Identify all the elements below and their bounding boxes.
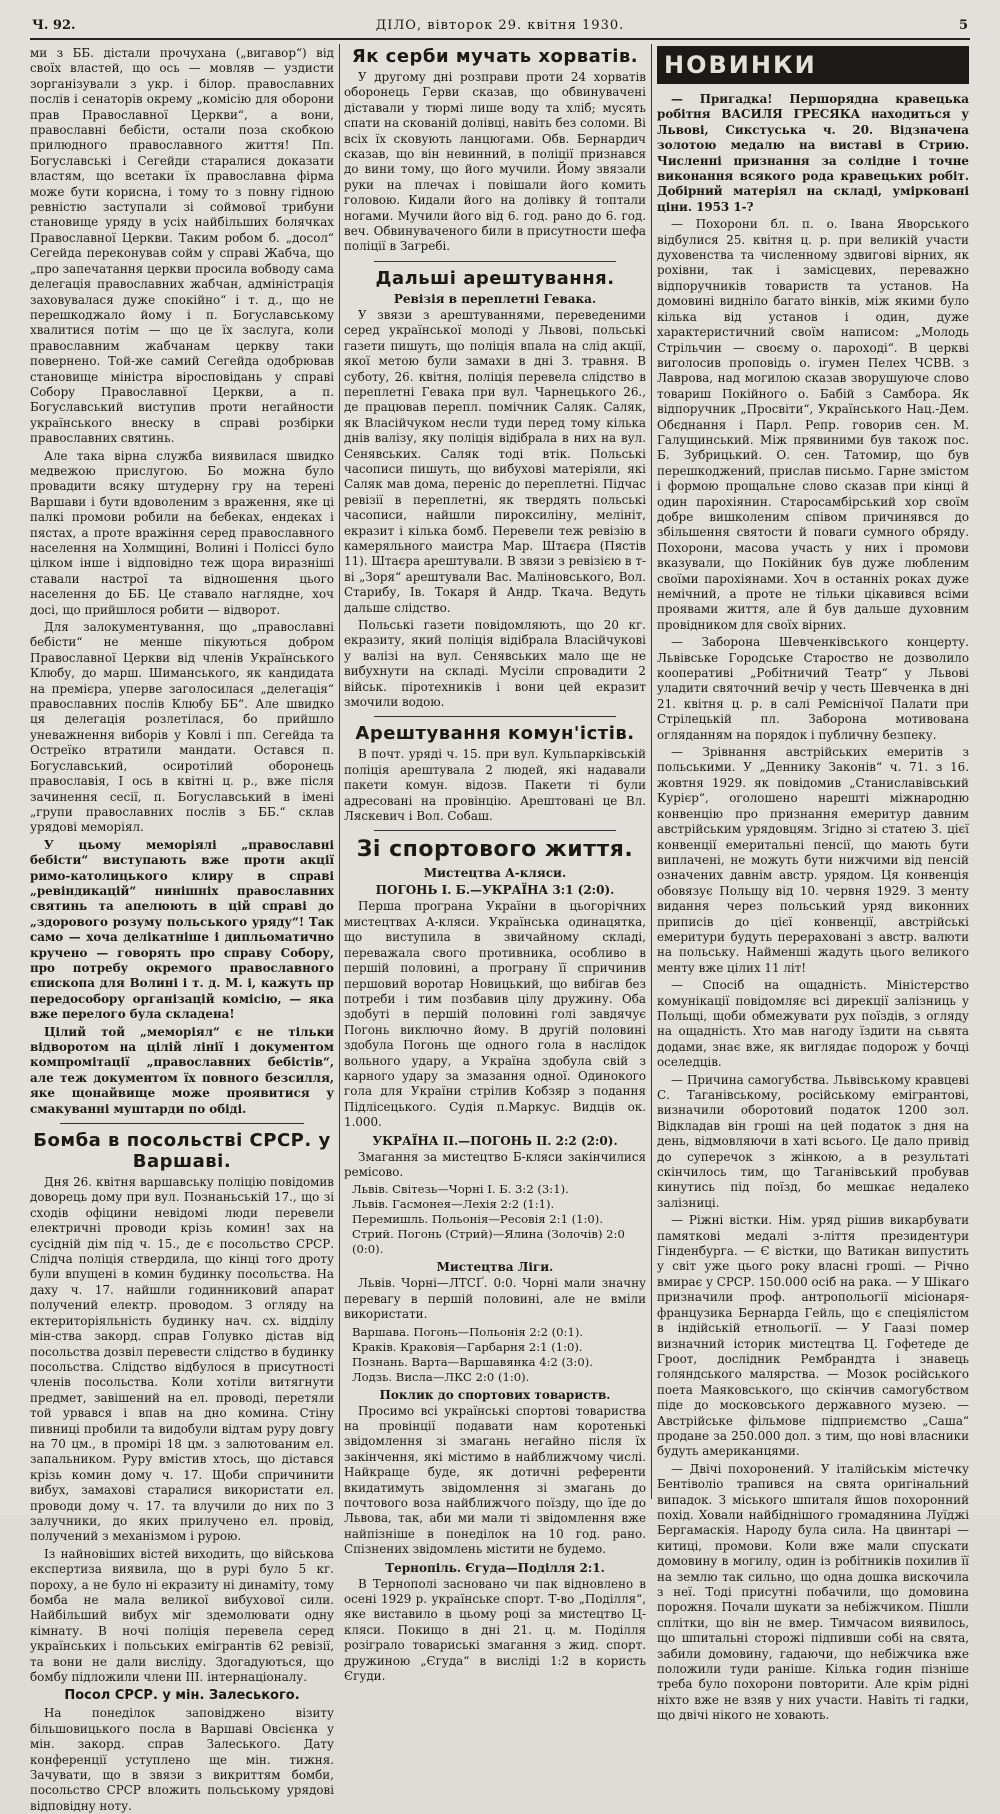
subheadline-posol: Посол СРСР. у мін. Залеського. (64, 1688, 300, 1704)
column-middle (344, 46, 646, 1684)
separator (374, 716, 616, 717)
article-text: Польські газети повідомляють, що 20 кг. екразиту, який поліція відібрала Власійчукові у валізі на вул. Сенявських мало ще не вибухнути на складі. Мусіли спровадити 2 військ. піротехників і вони цей екразит змочили водою. (344, 618, 646, 710)
match-result: ПОГОНЬ І. Б.—УКРАЇНА 3:1 (2:0). (375, 883, 615, 898)
news-item: — Пригадка! Першорядна кравецька робітня ВАСИЛЯ ГРЕСЯКА находиться у Львові, Сикстуська ч. 20. Відзначена золотою медалю на виставі в Стрию. Численні признання за солідне і точне виконання всякого рода кравецьких робіт. Добірний матеріял на складі, умірковані ціни. 1953 1-? (657, 92, 969, 214)
headline-communists: Арештування комун'істів. (355, 723, 635, 745)
column-right (657, 46, 969, 1723)
separator (374, 830, 616, 831)
headline-arrests: Дальші арештування. (375, 267, 615, 289)
article-text: У цьому меморіялі „православні бебісти“ виступають вже проти акції римо-католицького клиру в справі „ревіндикацій“ нинішніх православних святинь та апелюють в цій справі до „здорового розуму польського уряду“! Так само — хоча делікатніше і дипльоматично кручено — говорять про справу Собору, про потребу окремого православного єпископа для Волині і т. д. М. і, кажуть пр передособору організацій комісію, — яка вже перелого була складена! (30, 837, 334, 1022)
masthead-date: ДІЛО, вівторок 29. квітня 1930. (375, 18, 625, 33)
subheadline-sport: Мистецтва А-кляси. (423, 866, 567, 881)
subheadline-arrests: Ревізія в переплетні Гевака. (393, 291, 597, 306)
match-result: Львів. Гасмонея—Лехія 2:2 (1:1). (352, 1197, 555, 1212)
separator (60, 1123, 304, 1124)
headline-serby: Як серби мучать хорватів. (351, 46, 639, 67)
match-result: Стрий. Погонь (Стрий)—Ялина (Золочів) 2:0 (0:0). (352, 1227, 625, 1257)
page-number: 5 (958, 18, 968, 33)
subheadline-league: Мистецтва Ліги. (436, 1260, 554, 1275)
column-rule (651, 44, 652, 1499)
article-text: В почт. уряді ч. 15. при вул. Кульпарківській поліція арештувала 2 людей, які надавали пакети комун. відозв. Пакети ті були адресовані на провінцію. Арештовані це Вл. Ляскевич і Вол. Собаш. (344, 747, 646, 824)
headline-bomb: Бомба в посольстві СРСР. у Варшаві. (33, 1130, 331, 1173)
match-result: Львів. Світезь—Чорні І. Б. 3:2 (3:1). (352, 1182, 569, 1197)
column-left (30, 46, 334, 1813)
subheadline-ternopil: Тернопіль. Єгуда—Поділля 2:1. (385, 1560, 605, 1575)
news-item: — Заборона Шевченківського концерту. Львівське Городське Староство не дозволило кооперативі „Робітничий Театр“ у Львові уладити святочний вечір у честь Шевченка в дні 21. квітня ц. р. в салі Реміснічої Палати при Стрілецькій пл. Заборона мотивована огляданням на порядок і публичну безпеку. (657, 635, 969, 742)
match-result: Познань. Варта—Варшавянка 4:2 (3:0). (352, 1354, 593, 1369)
news-item: — Зрівнання австрійських емеритів з польськими. У „Деннику Законів“ ч. 71. з 16. жовтня 1929. як повідомив „Станиславівський Курієр“, оголошено нарешті міжнародню конвенцію про признання емеритур давним австрійським урядовцям. Згідно зі статею 3. цієї конвенції емеритальні пенсії, що мають бути виплачені, не можуть бути нижчими від пенсій означених давнім австр. урядом. Ця конвенція обовязує Польщу від 10. червня 1929. З менту видання через польський уряд виконних приписів до цієї конвенції, австрійські емеритури будуть перераховані з австр. валюти на польську. Найменші жадуть цього великого менту вже цілих 11 літ! (657, 745, 969, 975)
article-text: На понеділок заповіджено візиту більшовицького посла в Варшаві Овсієнка у мін. закорд. справ Залеського. Дату конференції уступлено ще мін. тижня. Зачувати, що в звязи з викриттям бомби, посольство СРСР вложить польському урядові відповідну ноту. (30, 1706, 334, 1813)
match-result: Варшава. Погонь—Польонія 2:2 (0:1). (352, 1324, 584, 1339)
match-result: Краків. Краковія—Гарбарня 2:1 (1:0). (352, 1339, 583, 1354)
article-text: Просимо всі українські спортові товариства на провінції подавати нам коротенькі звідомлення зі змагань негайно після їх закінчення, які містимо в найближчому числі. Найкраще буде, як дотичні референти вкидатимуть звідомлення зі змагань до почтового воза найближчого поїзду, що їде до Львова, так, аби ми мали ті звідомлення вже найпізніше в понеділок на 10 год. рано. Спізнених звідомлень містити не будемо. (344, 1403, 646, 1557)
article-text: У звязи з арештуваннями, переведеними серед української молоді у Львові, польські газети пишуть, що поліція впала на слід акції, якої метою були замахи в дні 3. травня. В суботу, 26. квітня, поліція перевела слідство в переплетні Гевака при вул. Чарнецького 26., де працював перепл. помічник Саляк. Саляк, як Власійчуком несли туди перед тому кілька днів валізу, яку поліція відібрала в них на вул. Сенявських. Саляк тоді втік. Польські часописи пишуть, що вибухові матеріяли, які Саляк мав дома, переніс до переплетні. Підчас ревізії в переплетні, як твердять польські часописи, найшли пироксиліну, мелініт, екразит і кілька бомб. Перевели теж ревізію в камеряльного маистра Мар. Штаєра (Пястів 11). Штаєра арештували. В звязи з ревізією в т-ві „Зоря“ арештували Вас. Маліновського, Вол. Старибу, Ів. Токаря й Андр. Ткача. Ведуть дальше слідство. (344, 307, 646, 615)
subheadline-appeal: Поклик до спортових товариств. (379, 1387, 611, 1402)
news-item: — Ріжні вістки. Нім. уряд рішив викарбувати памяткові медалі з-ліття президентури Гінденбурга. — Є вістки, що Ватикан випустить у світ уже цього року власні гроші. — Річно вмирає у СРСР. 150.000 осіб на рака. — У Шікаго призначили проф. антропольогії місіонаря-французика Бернарда Гейль, що є спеціялістом в індійській етнольогії. — У Гаазі помер визначний історик мистецтва Ц. Гофетеде де Гроот, дослідник Рембрандта і знавець голяндського маляpства. — Мозок російського поета Маяковського, що скінчив самогубством піде до московського державного музею. — Австрійське фільмове підприємство „Саша“ продане за 250.000 дол. з тим, що нові власники будуть американцями. (657, 1213, 969, 1459)
separator (374, 261, 616, 262)
article-text: Дня 26. квітня варшавську поліцію повідомив доворець дому при вул. Познаньській 17., що зі сходів офіцини невідомі люди перевели електричні проводи крізь комин! зах на сусідній дім під ч. 15., де є посольство СРСР. Слідча поліція ствердила, що кінці того дроту були впущені в комин будинку посольства. На даху ч. 17. найшли годинниковий апарат получений електр. проводом. З огляду на ектериторіяльність будинку нач. сх. відділу мін-ства закорд. справ Голувко дістав від посольства дозвіл перевести слідство в будинку посольства. Слідство відбулося в присутності членів посольства. Коли хотіли витягнути предмет, завішений на ел. проводі, перетяли той урвався і впав на дно комина. Стіну пивниці пробили та видобули відтам руру довгу на 70 цм., в промірі 18 цм. з залютованим ел. запальником. Руру вмістив хтось, що дістався крізь комин дому ч. 17. Щоби спричинити вибух, замахові старалися використати ел. проводи дому ч. 17. та влучили до них по 3 залучники, до яких прилучено ел. провід, получений з механізмом і рурою. (30, 1175, 334, 1544)
article-text: В Тернополі засновано чи пак відновлено в осені 1929 р. українське спорт. Т-во „Поділля“, яке виставило в цьому році за мистецтво Ц-кляси. Покищо в дні 21. ц. м. Поділля розіграло товариські змагання з жид. спорт. дружиною „Єгуда“ в висліді 1:2 в користь Єгуди. (344, 1576, 646, 1684)
issue-number: Ч. 92. (32, 18, 76, 33)
news-item: — Причина самогубства. Львівському кравцеві С. Таганівському, російському емігрантові, визначили оборотовий податок 1200 зол. Відкладав він гроші на цей податок з дня на день, відмовляючи в хаті всього. Це дало привід до суперечок з жінкою, а в результаті скінчилось тим, що Таганівський пробував кинутись під поїзд, бо мешкає недалеко залізниці. (657, 1072, 969, 1210)
match-result: Лодзь. Висла—ЛКС 2:0 (1:0). (352, 1369, 530, 1384)
article-text: Для залокументування, що „православні бебісти“ не менше пікуються добром Православної Церкви від членів Українського Клюбу, до марш. Шиманського, як кандидата на премієра, уперве заголосилася „делегація“ православних послів Клюбу ББ“. Але швидко ця делегація розлетілася, бо прийшло уневажнення виборів у Ковлі і пп. Сегейда та Остреїко втратили мандати. Остався п. Богуславський, осиротілий оборонець православія, І ось в квітні ц. р., вже після зачинення сесії, п. Богуславський в імені „групи православних послів з ББ.“ склав урядові меморіял. (30, 620, 334, 835)
article-text: Із найновіших вістей виходить, що військова експертиза виявила, що в рурі було 5 кг. пороху, а не було ні екразиту ні динаміту, тому бомба не мала великої вибухової сили. Найбільший вибух міг здемолювати одну кімнату. В ночі поліція перевела серед українських і польських емігрантів 62 ревізії, та вони не дали висліду. Здогадуються, що бомбу підложили члени III. інтернаціоналу. (30, 1546, 334, 1685)
news-item: — Похорони бл. п. о. Івана Яворського відбулися 25. квітня ц. р. при великій участи духовенства та численному здвигові вірних, як рохівни, так і замісцевих, переважно відпоручників товариств та установ. На домовині видніло багато вінків, між якими було кілька від установ і один, дуже характеристичний своїм написом: „Молодь Стрільчин — своєму о. пароході“. В церкві виголосив проповідь о. ігумен Пелех ЧСВВ. з Лаврова, над могилою сказав зворушуюче слово товариш Покійного о. Бабій з Самбора. Як відпоручник „Просвіти“, Українського Нац.-Дем. Обєднання і Парл. Репр. говорив сен. М. Галущинський. Між прявиними був також пос. Б. Зубрицький. О. сен. Татомир, що був перешкоджений, прислав письмо. Гарне змістом і формою прощальне слово сказав при кінці й один парохіянин. Старосамбірський хор своїм добре вишколеним співом причинявся до збільшення святости й поваги сумного обряду. Похорони, масова участь у них і промови вказували, що Покійник був дуже любленим своїми парохіянами. Хоч в останніх роках дуже немічний, а проте не тільки цікавився всіми проявами життя, але й був дальше духовним провідником для своїх вірних. (657, 217, 969, 632)
article-text: Львів. Чорні—ЛТСҐ. 0:0. Чорні мали значну перевагу в першій половині, але не вміли використати. (344, 1276, 646, 1322)
article-text: Але така вірна служба виявилася швидко медвежою прислугою. Бо можна було провадити всяку штудерну гру на терені Варшави і бути вдоволеним з враження, яке ці палкі промови робили на бебеках, ендеках і пястах, а проте вражіння серед православного населення на Холмщині, Волині і Поліссі було цілком інше і відповідно теж щора виразніші ставали настрої та відношення цього населення до ББ. Це ставало наглядне, хоч досі, що прийшлося робити — відворот. (30, 448, 334, 617)
news-item: — Спосіб на ощадність. Міністерство комунікації повідомляє всі дирекції залізниць у Польщі, щоби обмежувати рух поїздів, з огляду на ощадність. Хто мав нагоду їздити на сьвята додами, знає вже, як виглядає подорож у бочці оселедців. (657, 978, 969, 1070)
article-text: У другому дні розправи проти 24 хорватів оборонець Герви сказав, що обвинувачені діставали у тюрмі лише воду та хліб; мусять спати на скованій долівці, навіть без соломи. Ві всіх їх сковують ланцюгами. Обв. Бернардич сказав, що він невинний, в поліції признався до вини тому, що його мучили. Йому звязали руки на плечах і повішали його комить головою. Кидали його на долівку й топтали ногами. Мучили його від 6. год. рано до 6. год. веч. Обвинуваченого били в присутности шефа поліції в Загребі. (344, 70, 646, 254)
column-rule (339, 44, 340, 1499)
article-text: ми з ББ. дістали прочухана („вигавор“) від своїх властей, що ось — мовляв — уздисти зорганізували з укр. і білор. православних послів і сенаторів окрему „комісію для оборони прав Православної Церкви“, а вони, православні бебісти, остали поза скобкою прилюдного православного життя! Пп. Богуславські і Сегейди старалися доказати властям, що всетаки їх православна фірма може бути корисна, і тому то з повну гідною ревністю заступали зі соймової трибуни становище уряду в усіх найбільших болячках Православної Церкви. Таким робом б. „досол“ Сегейда переконував сойм у справі Жабча, що „про запечатання церкви просила вобводу сама делегація православних жабчан, адміністрація заховувалася дуже спокійно“ і т. д., що не перешкоджало йому і п. Богуславському хвалитися потім — що це їх заслуга, коли православним жабчанам церкву таки повернено. Той-же самий Сегейда одобрював становище міністра віросповідань у справі Собору Православної Церкви, а п. Богуславський виступив проти негайности українського внеску в справі розбірки православних святинь. (30, 46, 334, 446)
article-text: Перша програна України в цьогорічних мистецтвах А-кляси. Українська одинацятка, що виступила в звичайному складі, переважала свого противника, особливо в першій половині, а програну її спричинив першовий воротар Новицький, що вибігав без потреби і тим позбавив цілу дружину. Оба здобуті в першій половині голі завдячує Погонь виключно йому. В другій половині здобула Погонь ще одного гола в наслідок вольного удару, а Україна здобула свій з карного удару за змазання одної. Одинокого гола для України стрілив Кобзяр з подання Підлісецького. Судія п.Маркус. Видців ок. 1.000. (344, 899, 646, 1130)
match-result: УКРАЇНА II.—ПОГОНЬ II. 2:2 (2:0). (372, 1133, 618, 1148)
page-header (30, 14, 970, 40)
article-text: Цілий той „меморіял“ є не тільки відворотом на цілій лінії і документом компромітації „православних бебістів“, але теж документом їх повного безсилля, яке щонайвище може проявитися у смакуванні муштарди по обіді. (30, 1024, 334, 1116)
section-title-news: НОВИНКИ (657, 46, 969, 84)
match-result: Перемишль. Польонія—Ресовія 2:1 (1:0). (352, 1212, 604, 1227)
headline-sport: Зі спортового життя. (356, 837, 634, 863)
news-item: — Двічі похоронений. У італійськім містечку Бентіволіо трапився на свята оригінальний випадок. З міського шпиталя йшов похоронний похід. Ховали найбіднішого громадянина Луїджі Бергамаскія. Народу була сила. На цвинтарі — китиці, промови. Коли вже мали спускати домовину в могилу, один із робітників похилив її на землю так сильно, що одна дошка вискочила з неї. Тоді присутні побачили, що домовина порожня. Почали шукати за небіжчиком. Пішли сплітки, що він не вмер. Тимчасом виявилось, що шпитальні сторожі підпивши собі на свята, забили домовину, гадаючи, що небіжчика вже положили туди раніше. Кілька годин пізніше треба було похорони повторити. Але крім рідні ніхто вже не взяв у них участи. Навіть ті гадки, що двічі нікого не ховають. (657, 1461, 969, 1723)
article-text: Змагання за мистецтво Б-кляси закінчилися ремісово. (344, 1149, 646, 1179)
